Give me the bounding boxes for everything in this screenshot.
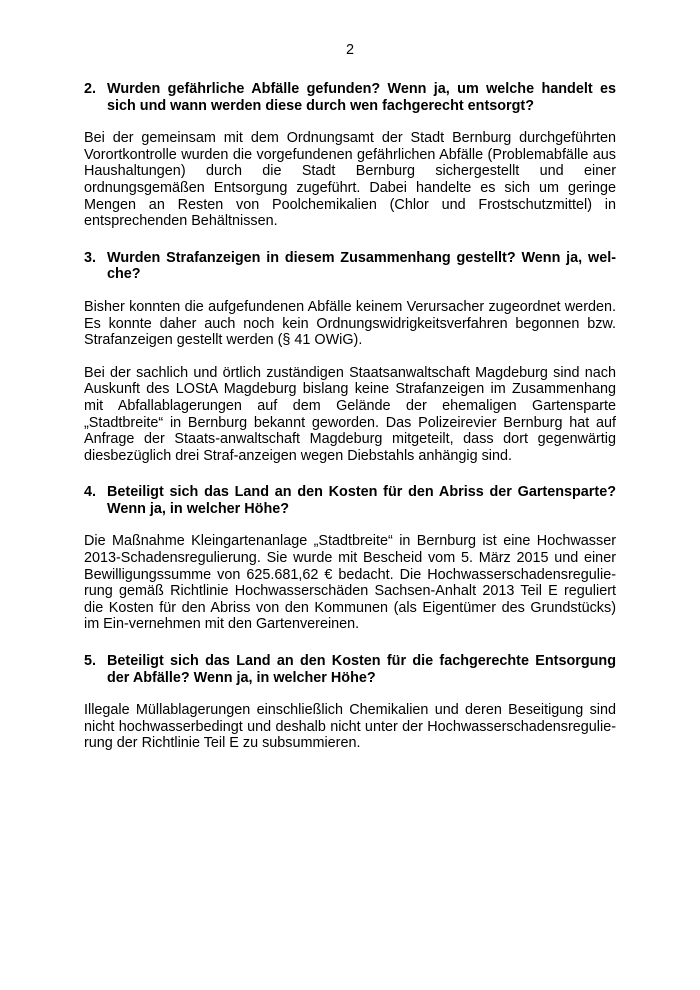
question-4: [84, 484, 616, 517]
question-number: 3.: [84, 249, 97, 266]
document-body: [84, 81, 616, 752]
question-text: Wurden gefährliche Abfälle gefunden? Wenn ja, um welche handelt es sich und wann werden diese durch wen fachgerecht entsorgt?: [107, 81, 616, 114]
question-text: Beteiligt sich das Land an den Kosten für die fachgerechte Entsorgung der Abfälle? Wenn ja, in welcher Höhe?: [107, 653, 616, 686]
question-text: Wurden Strafanzeigen in diesem Zusammenhang gestellt? Wenn ja, wel-che?: [107, 249, 616, 283]
question-text: Beteiligt sich das Land an den Kosten für den Abriss der Gartensparte? Wenn ja, in welcher Höhe?: [107, 484, 616, 517]
answer-paragraph: Die Maßnahme Kleingartenanlage „Stadtbreite“ in Bernburg ist eine Hochwasser 2013-Schadensregulierung. Sie wurde mit Bescheid vom 5. März 2015 und einer Bewilligungssumme von 625.681,62 € bedacht. Die Hochwasserschadensregulie-rung gemäß Richtlinie Hochwasserschäden Sachsen-Anhalt 2013 Teil E reguliert die Kosten für den Abriss von den Kommunen (als Eigentümer des Grundstücks) im Ein-vernehmen mit den Gartenvereinen.: [84, 533, 616, 633]
question-3: [84, 250, 616, 283]
question-2: [84, 81, 616, 114]
question-number: 5.: [84, 653, 97, 670]
question-number: 2.: [84, 81, 97, 97]
answer-paragraph: Bisher konnten die aufgefundenen Abfälle keinem Verursacher zugeordnet werden. Es konnte daher auch noch kein Ordnungswidrigkeitsverfahren begonnen bzw. Strafanzeigen gestellt werden (§ 41 OWiG).: [84, 298, 616, 349]
answer-paragraph: Bei der sachlich und örtlich zuständigen Staatsanwaltschaft Magdeburg sind nach Auskunft des LOStA Magdeburg bislang keine Strafanzeigen im Zusammenhang mit Abfallablagerungen auf dem Gelände der ehemaligen Gartensparte „Stadtbreite“ in Bernburg bekannt geworden. Das Polizeirevier Bernburg hat auf Anfrage der Staats-anwaltschaft Magdeburg mitgeteilt, dass dort gegenwärtig diesbezüglich drei Straf-anzeigen wegen Diebstahls anhängig sind.: [84, 364, 616, 464]
question-number: 4.: [84, 484, 97, 501]
answer-paragraph: Illegale Müllablagerungen einschließlich Chemikalien und deren Beseitigung sind nicht hochwasserbedingt und deshalb nicht unter der Hochwasserschadensregulie-rung der Richtlinie Teil E zu subsummieren.: [84, 702, 616, 752]
question-5: [84, 653, 616, 686]
answer-paragraph: Bei der gemeinsam mit dem Ordnungsamt der Stadt Bernburg durchgeführten Vorortkontrolle wurden die vorgefundenen gefährlichen Abfälle (Problemabfälle aus Haushaltungen) durch die Stadt Bernburg sichergestellt und einer ordnungsgemäßen Entsorgung zugeführt. Dabei handelte es sich um geringe Mengen an Resten von Poolchemikalien (Chlor und Frostschutzmittel) in entsprechenden Behältnissen.: [84, 130, 616, 230]
page-number: 2: [345, 42, 355, 58]
